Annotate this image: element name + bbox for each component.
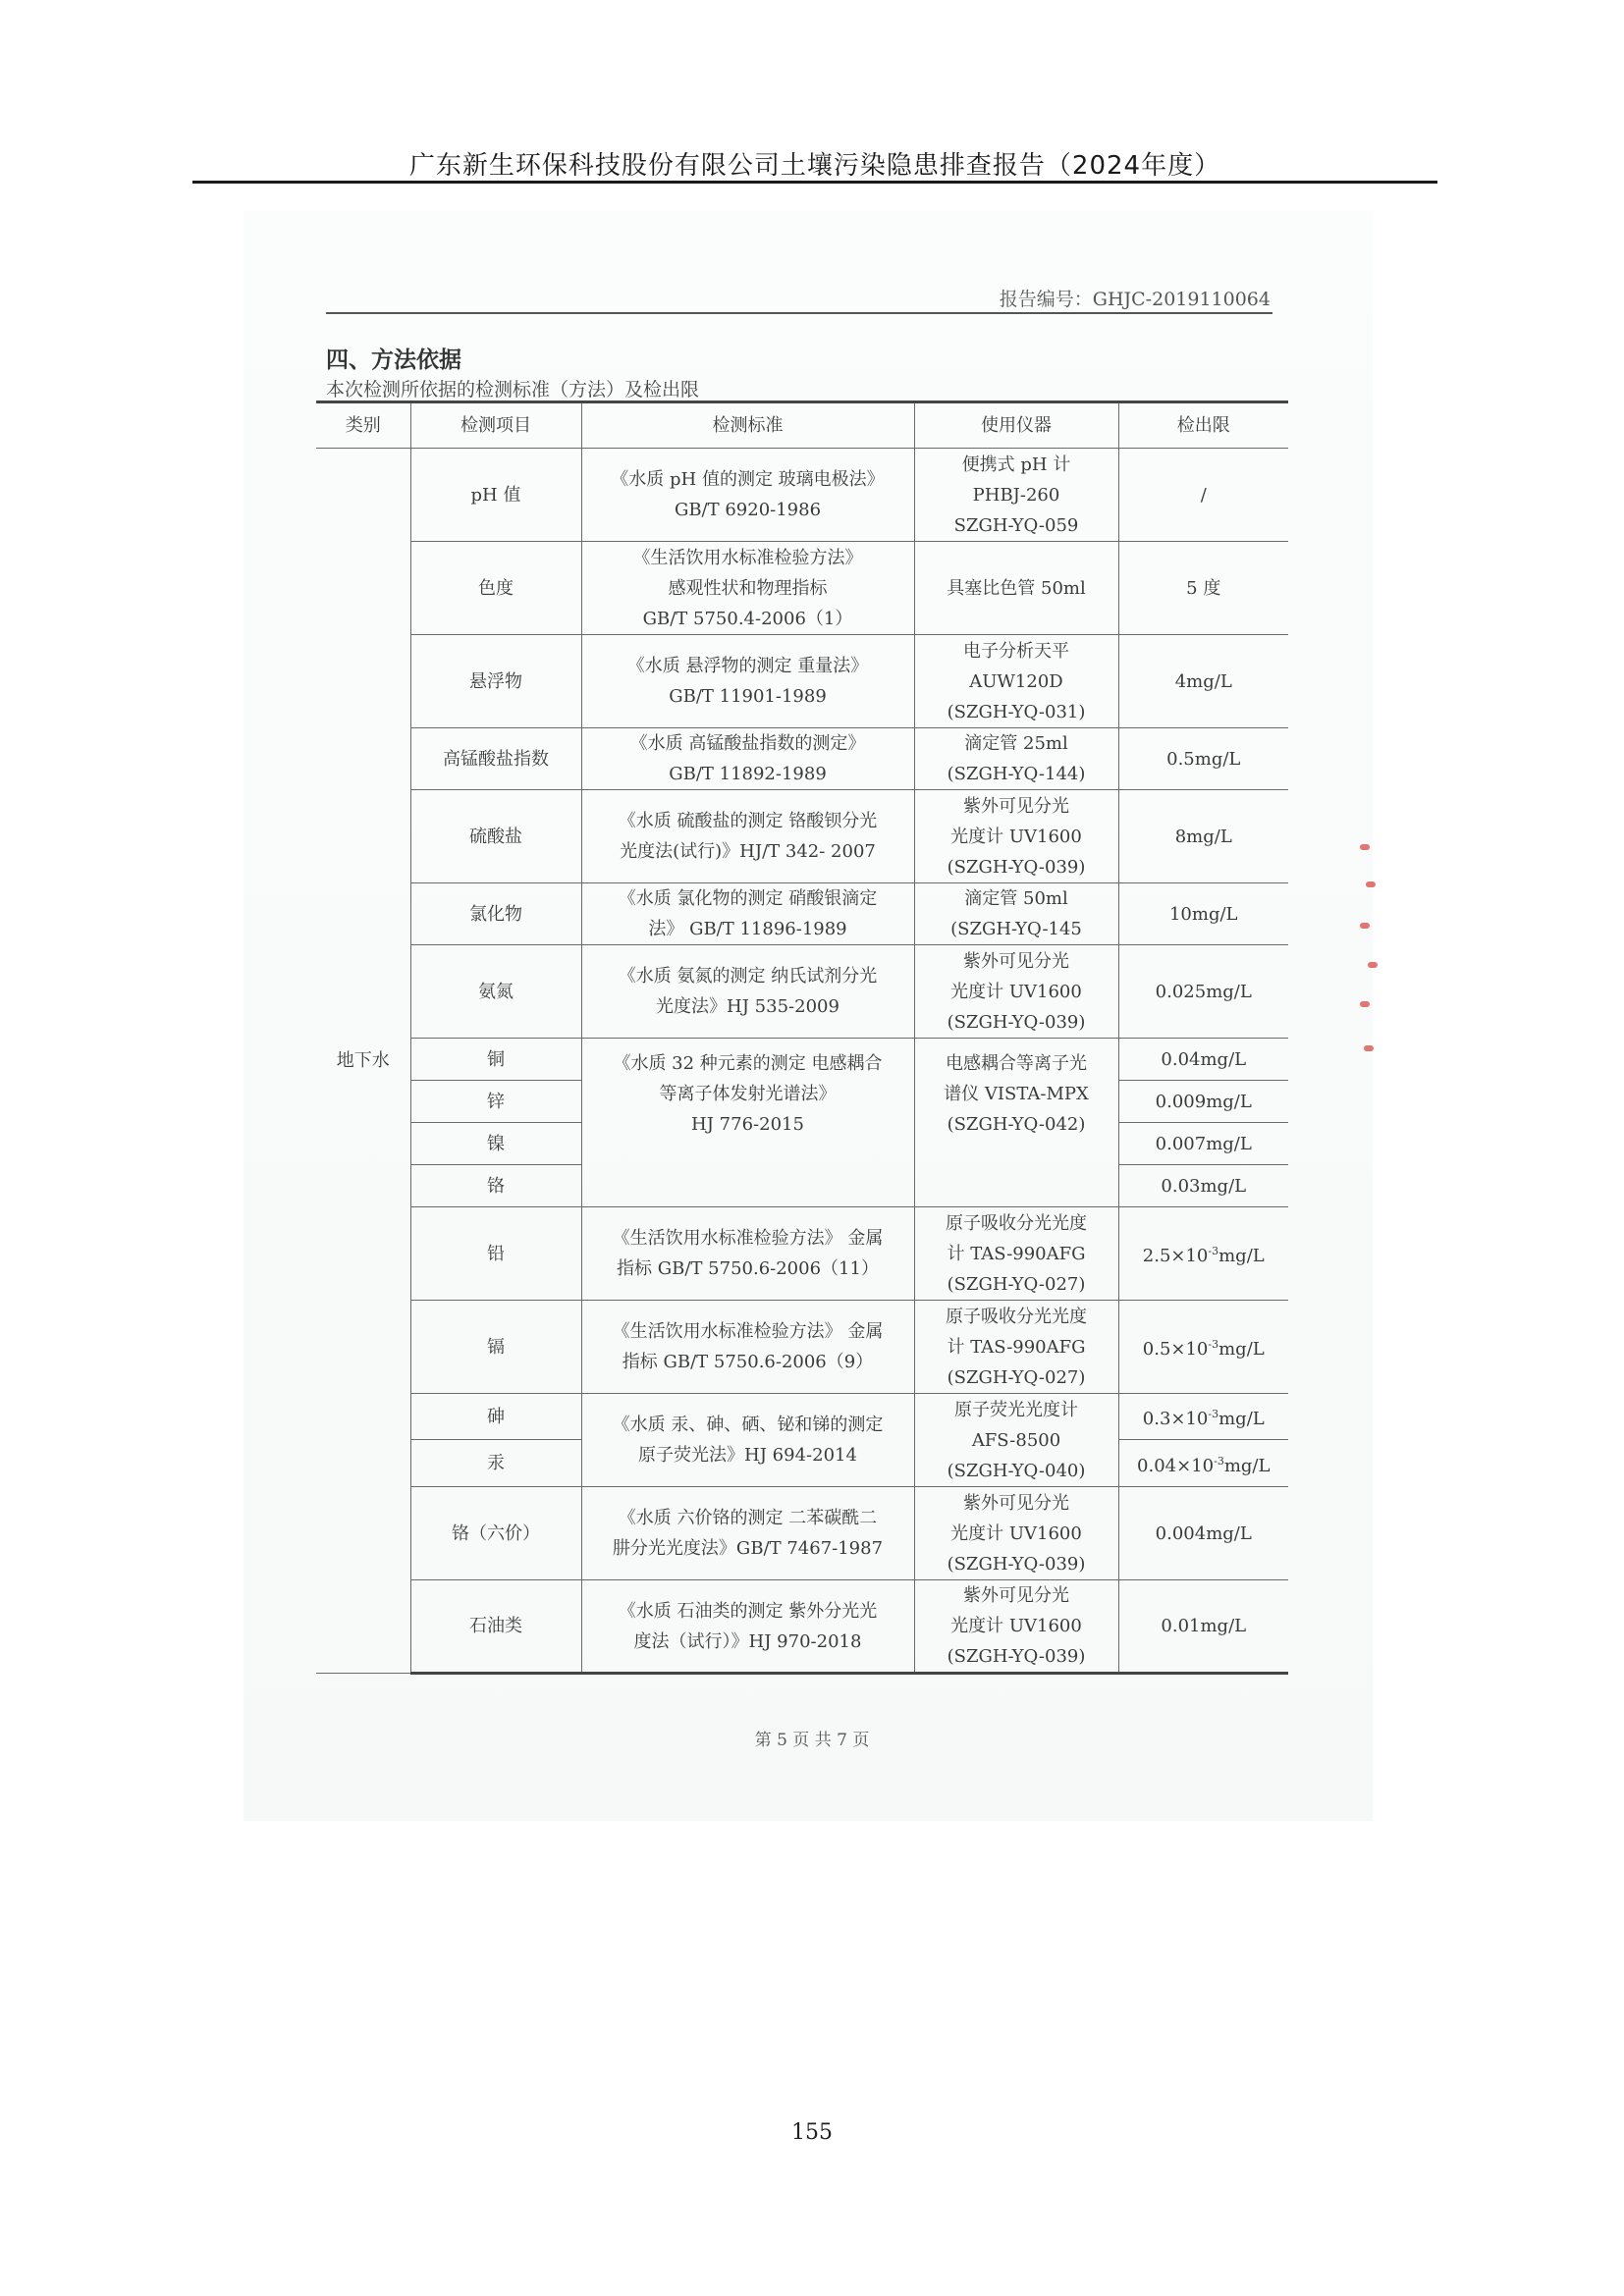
item-cell: 铜: [410, 1039, 581, 1081]
column-header: 类别: [316, 402, 410, 449]
table-row: [316, 1301, 1288, 1394]
limit-cell: 0.04mg/L: [1118, 1039, 1288, 1081]
instrument-cell: 滴定管 50ml (SZGH-YQ-145: [914, 883, 1118, 945]
table-row: [316, 1039, 1288, 1081]
standard-cell: 《水质 氨氮的测定 纳氏试剂分光 光度法》HJ 535-2009: [581, 945, 914, 1039]
instrument-cell: 紫外可见分光 光度计 UV1600 (SZGH-YQ-039): [914, 1487, 1118, 1580]
instrument-cell: 原子吸收分光光度 计 TAS-990AFG (SZGH-YQ-027): [914, 1301, 1118, 1394]
item-cell: 硫酸盐: [410, 790, 581, 883]
instrument-cell: 紫外可见分光 光度计 UV1600 (SZGH-YQ-039): [914, 1580, 1118, 1674]
limit-cell: 5 度: [1118, 542, 1288, 635]
table-header-row: [316, 402, 1288, 449]
standard-cell: 《水质 氯化物的测定 硝酸银滴定 法》 GB/T 11896-1989: [581, 883, 914, 945]
category-cell: 地下水: [316, 449, 410, 1674]
limit-cell: 0.03mg/L: [1118, 1165, 1288, 1207]
page-footer: 第 5 页 共 7 页: [754, 1731, 870, 1750]
standard-cell: 《水质 石油类的测定 紫外分光光 度法（试行）》HJ 970-2018: [581, 1580, 914, 1674]
limit-cell: $0.04\times 10^{-3}mg/L$: [1118, 1440, 1288, 1487]
item-cell: 悬浮物: [410, 635, 581, 728]
item-cell: 铅: [410, 1207, 581, 1301]
limit-cell: 0.025mg/L: [1118, 945, 1288, 1039]
page-header: 广东新生环保科技股份有限公司土壤污染隐患排查报告（2024年度）: [408, 151, 1221, 181]
page-number: 155: [791, 2120, 833, 2145]
standard-cell: 《水质 悬浮物的测定 重量法》 GB/T 11901-1989: [581, 635, 914, 728]
section-title: 四、方法依据: [326, 347, 461, 373]
standard-cell: 《水质 32 种元素的测定 电感耦合 等离子体发射光谱法》 HJ 776-2015: [581, 1039, 914, 1207]
item-cell: pH 值: [410, 449, 581, 542]
instrument-cell: 紫外可见分光 光度计 UV1600 (SZGH-YQ-039): [914, 790, 1118, 883]
table-row: [316, 883, 1288, 945]
standard-cell: 《水质 pH 值的测定 玻璃电极法》 GB/T 6920-1986: [581, 449, 914, 542]
item-cell: 镉: [410, 1301, 581, 1394]
instrument-cell: 滴定管 25ml (SZGH-YQ-144): [914, 728, 1118, 790]
limit-cell: 0.01mg/L: [1118, 1580, 1288, 1674]
limit-cell: 4mg/L: [1118, 635, 1288, 728]
limit-cell: $0.5\times 10^{-3}mg/L$: [1118, 1301, 1288, 1394]
table-row: [316, 945, 1288, 1039]
instrument-cell: 具塞比色管 50ml: [914, 542, 1118, 635]
limit-cell: 0.5mg/L: [1118, 728, 1288, 790]
column-header: 检测标准: [581, 402, 914, 449]
section-description: 本次检测所依据的检测标准（方法）及检出限: [326, 379, 700, 400]
instrument-cell: 电感耦合等离子光 谱仪 VISTA-MPX (SZGH-YQ-042): [914, 1039, 1118, 1207]
standard-cell: 《水质 高锰酸盐指数的测定》 GB/T 11892-1989: [581, 728, 914, 790]
report-rule: [326, 312, 1272, 314]
limit-cell: 0.004mg/L: [1118, 1487, 1288, 1580]
standard-cell: 《水质 硫酸盐的测定 铬酸钡分光 光度法(试行)》HJ/T 342- 2007: [581, 790, 914, 883]
item-cell: 锌: [410, 1081, 581, 1123]
instrument-cell: 原子吸收分光光度 计 TAS-990AFG (SZGH-YQ-027): [914, 1207, 1118, 1301]
method-table: [316, 400, 1288, 1675]
item-cell: 色度: [410, 542, 581, 635]
instrument-cell: 电子分析天平 AUW120D (SZGH-YQ-031): [914, 635, 1118, 728]
item-cell: 铬: [410, 1165, 581, 1207]
table-row: [316, 1394, 1288, 1440]
instrument-cell: 紫外可见分光 光度计 UV1600 (SZGH-YQ-039): [914, 945, 1118, 1039]
limit-cell: 8mg/L: [1118, 790, 1288, 883]
table-row: [316, 449, 1288, 542]
limit-cell: 0.009mg/L: [1118, 1081, 1288, 1123]
standard-cell: 《水质 六价铬的测定 二苯碳酰二 肼分光光度法》GB/T 7467-1987: [581, 1487, 914, 1580]
item-cell: 石油类: [410, 1580, 581, 1674]
standard-cell: 《生活饮用水标准检验方法》 金属 指标 GB/T 5750.6-2006（9）: [581, 1301, 914, 1394]
instrument-cell: 原子荧光光度计 AFS-8500 (SZGH-YQ-040): [914, 1394, 1118, 1487]
limit-cell: 0.007mg/L: [1118, 1123, 1288, 1165]
limit-cell: $0.3\times 10^{-3}mg/L$: [1118, 1394, 1288, 1440]
table-row: [316, 1580, 1288, 1674]
item-cell: 氯化物: [410, 883, 581, 945]
table-row: [316, 635, 1288, 728]
table-row: [316, 1207, 1288, 1301]
item-cell: 汞: [410, 1440, 581, 1487]
item-cell: 铬（六价）: [410, 1487, 581, 1580]
limit-cell: $2.5\times 10^{-3}mg/L$: [1118, 1207, 1288, 1301]
table-row: [316, 790, 1288, 883]
limit-cell: 10mg/L: [1118, 883, 1288, 945]
column-header: 检测项目: [410, 402, 581, 449]
table-row: [316, 728, 1288, 790]
item-cell: 氨氮: [410, 945, 581, 1039]
item-cell: 镍: [410, 1123, 581, 1165]
item-cell: 高锰酸盐指数: [410, 728, 581, 790]
column-header: 使用仪器: [914, 402, 1118, 449]
header-rule: [192, 181, 1437, 184]
standard-cell: 《生活饮用水标准检验方法》 感观性状和物理指标 GB/T 5750.4-2006（1）: [581, 542, 914, 635]
report-number: 报告编号：GHJC-2019110064: [999, 289, 1271, 310]
instrument-cell: 便携式 pH 计 PHBJ-260 SZGH-YQ-059: [914, 449, 1118, 542]
seal-stamp-fragment: [1360, 844, 1380, 1060]
column-header: 检出限: [1118, 402, 1288, 449]
standard-cell: 《生活饮用水标准检验方法》 金属 指标 GB/T 5750.6-2006（11）: [581, 1207, 914, 1301]
table-row: [316, 542, 1288, 635]
standard-cell: 《水质 汞、砷、硒、铋和锑的测定 原子荧光法》HJ 694-2014: [581, 1394, 914, 1487]
item-cell: 砷: [410, 1394, 581, 1440]
limit-cell: /: [1118, 449, 1288, 542]
table-row: [316, 1487, 1288, 1580]
